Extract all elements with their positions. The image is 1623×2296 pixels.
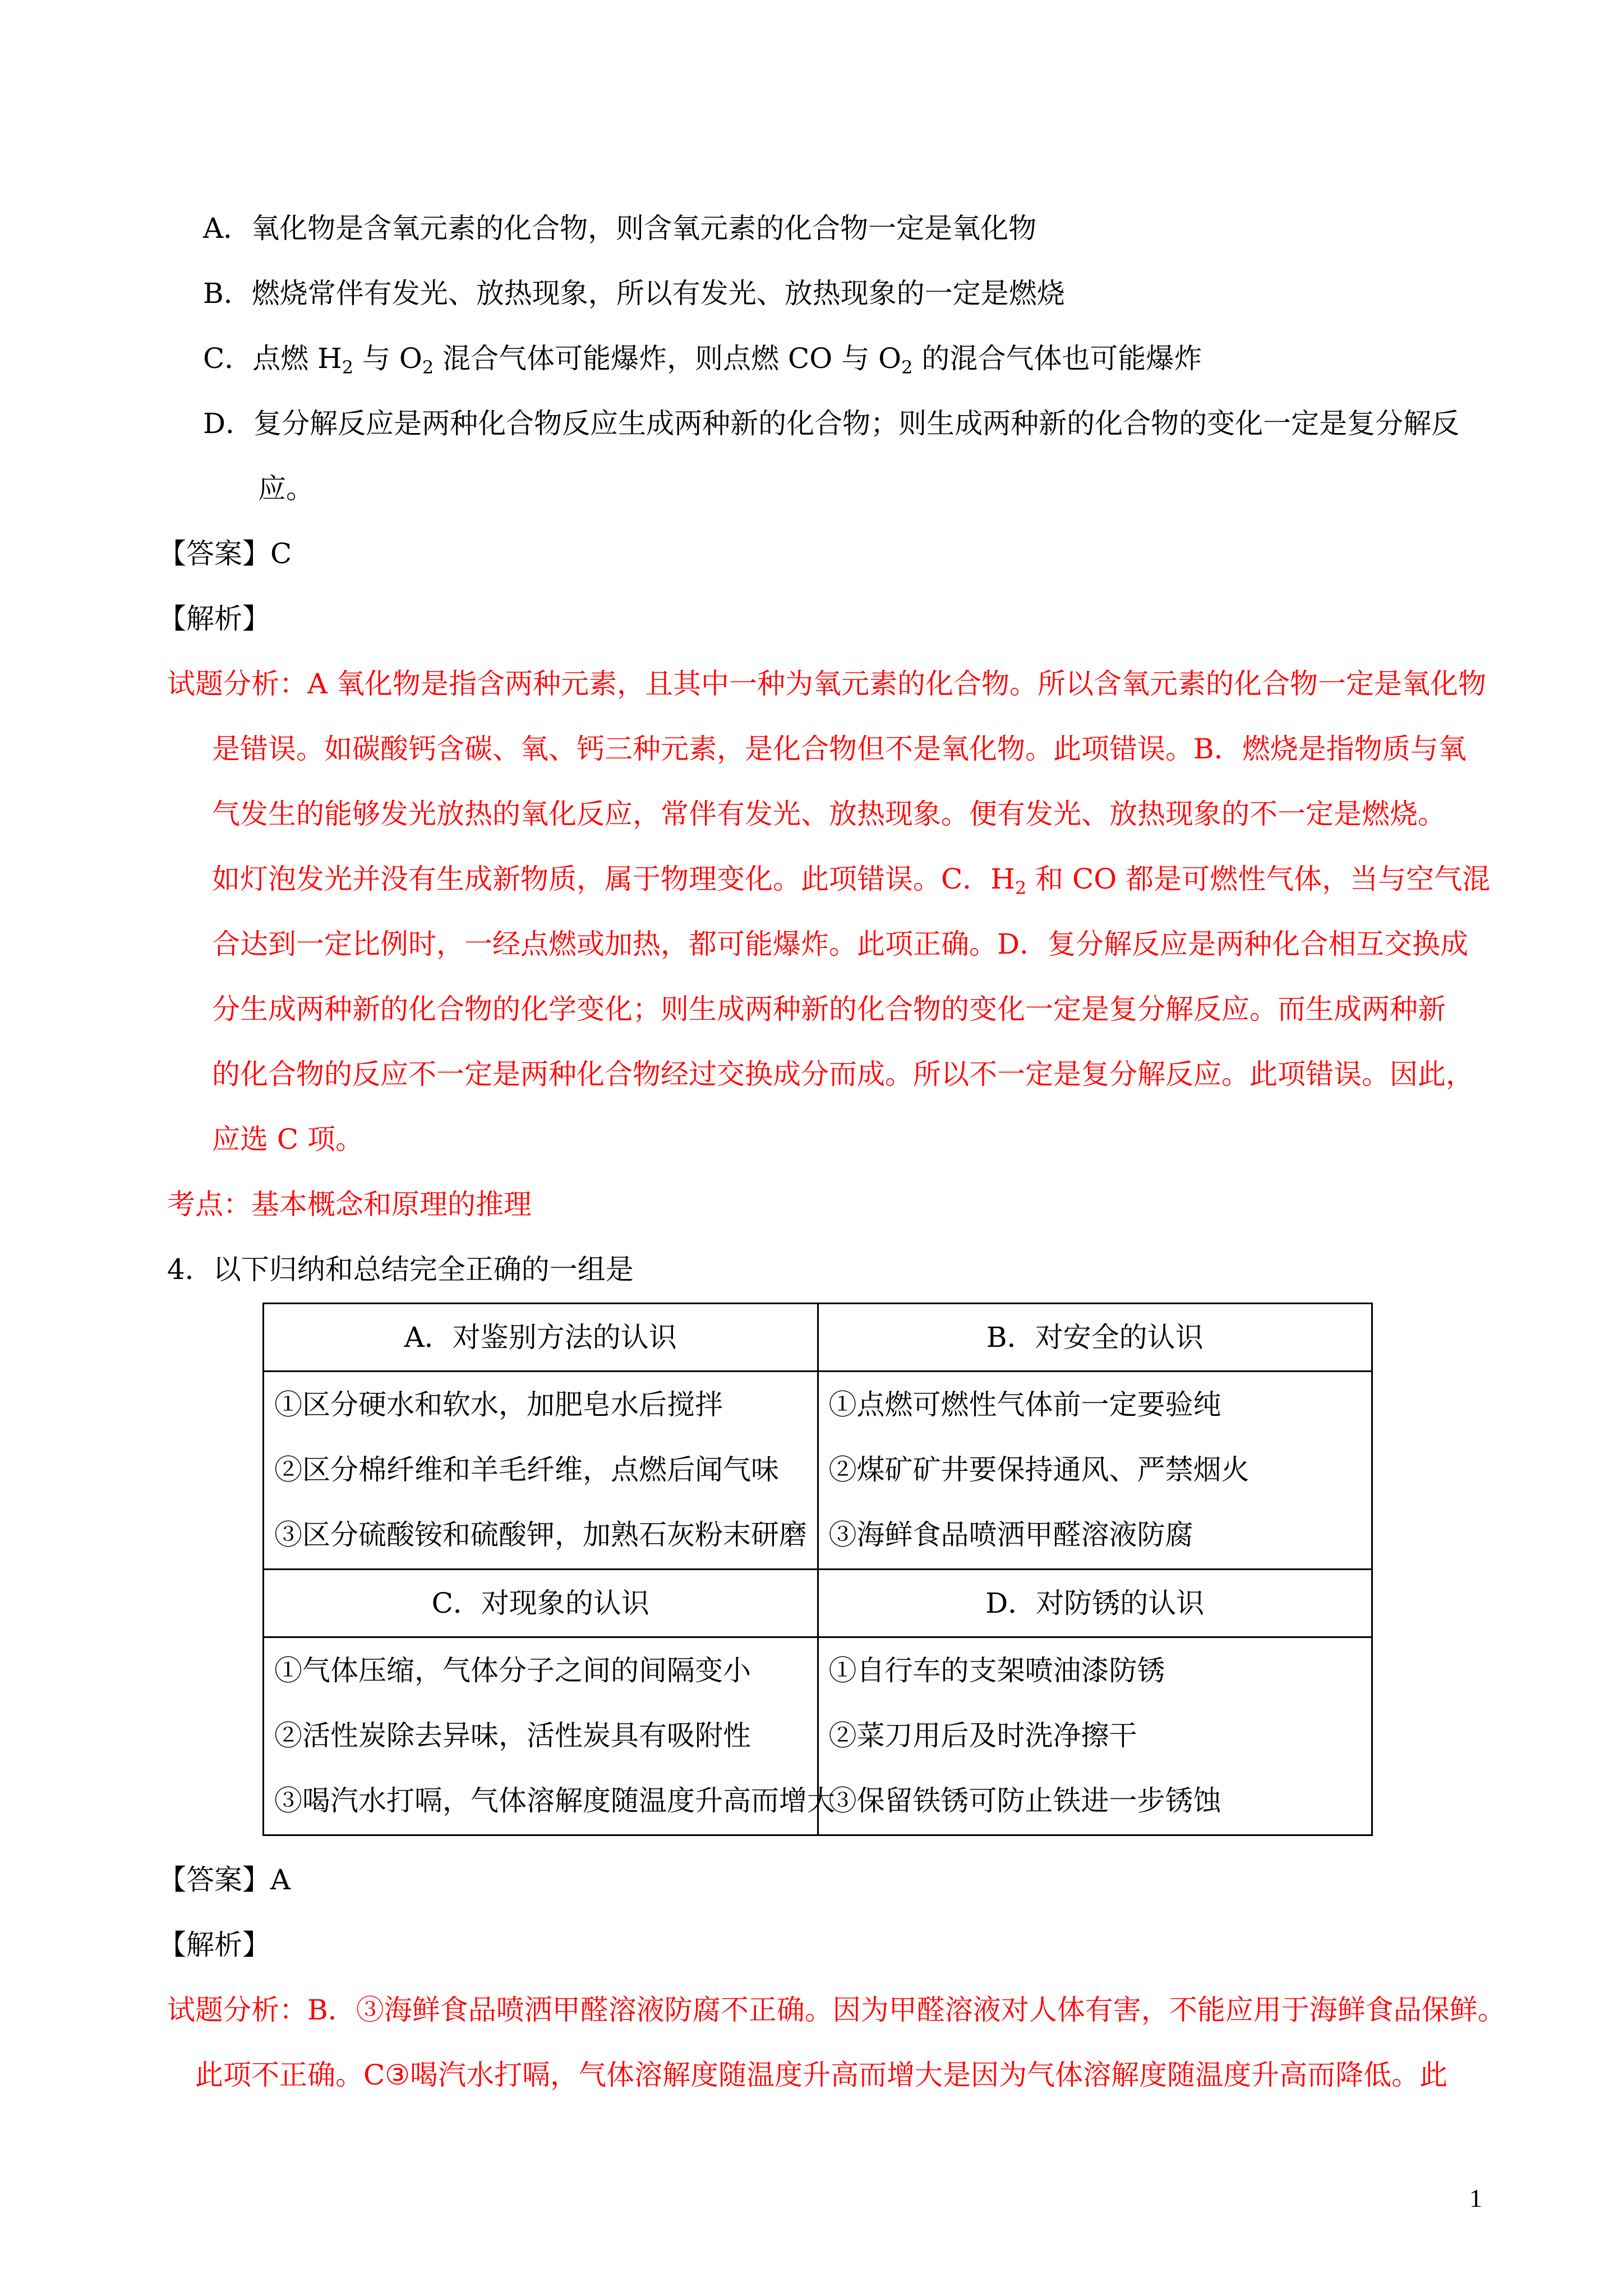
q3-option-d-line1: D．复分解反应是两种化合物反应生成两种新的化合物；则生成两种新的化合物的变化一定是复分解反 bbox=[203, 407, 1460, 440]
q4-table-cell-a bbox=[264, 1372, 818, 1570]
q3-answer: 【答案】C bbox=[158, 537, 292, 570]
q4-c-item-1: ①气体压缩，气体分子之间的间隔变小 bbox=[274, 1654, 751, 1687]
q4-answer: 【答案】A bbox=[158, 1864, 291, 1896]
page-number: 1 bbox=[1469, 2184, 1482, 2212]
q4-b-item-2: ②煤矿矿井要保持通风、严禁烟火 bbox=[828, 1453, 1249, 1486]
q3-analysis-line7: 的化合物的反应不一定是两种化合物经过交换成分而成。所以不一定是复分解反应。此项错误。因此， bbox=[212, 1058, 1474, 1091]
q4-table-head-d: D．对防锈的认识 bbox=[818, 1570, 1372, 1637]
q3-analysis-label: 【解析】 bbox=[158, 602, 270, 635]
q4-a-item-2: ②区分棉纤维和羊毛纤维，点燃后闻气味 bbox=[274, 1453, 779, 1486]
q3-analysis-line2: 是错误。如碳酸钙含碳、氧、钙三种元素，是化合物但不是氧化物。此项错误。B．燃烧是指物质与氧 bbox=[212, 733, 1467, 765]
q3-analysis-line1: 试题分析：A 氧化物是指含两种元素，且其中一种为氧元素的化合物。所以含氧元素的化合物一定是氧化物 bbox=[167, 668, 1486, 700]
q4-a-item-1: ①区分硬水和软水，加肥皂水后搅拌 bbox=[274, 1388, 723, 1421]
q4-b-item-3: ③海鲜食品喷洒甲醛溶液防腐 bbox=[828, 1519, 1193, 1551]
q4-analysis-label: 【解析】 bbox=[158, 1929, 270, 1961]
q4-c-item-2: ②活性炭除去异味，活性炭具有吸附性 bbox=[274, 1719, 751, 1752]
q4-b-item-1: ①点燃可燃性气体前一定要验纯 bbox=[828, 1388, 1221, 1421]
q3-analysis-line4: 如灯泡发光并没有生成新物质，属于物理变化。此项错误。C．$H_2$ 和 CO 都是可燃性气体，当与空气混 bbox=[212, 863, 1491, 899]
q4-a-item-3: ③区分硫酸铵和硫酸钾，加熟石灰粉末研磨 bbox=[274, 1519, 807, 1551]
q4-table-head-a: A．对鉴别方法的认识 bbox=[264, 1304, 818, 1372]
q3-keypoint: 考点：基本概念和原理的推理 bbox=[167, 1188, 532, 1221]
q4-c-item-3: ③喝汽水打嗝，气体溶解度随温度升高而增大 bbox=[274, 1784, 835, 1817]
q3-analysis-line3: 气发生的能够发光放热的氧化反应，常伴有发光、放热现象。便有发光、放热现象的不一定是燃烧。 bbox=[212, 798, 1446, 830]
q3-option-b: B．燃烧常伴有发光、放热现象，所以有发光、放热现象的一定是燃烧 bbox=[203, 277, 1065, 310]
q4-table-cell-c bbox=[264, 1637, 835, 1835]
q4-table-cell-d bbox=[818, 1637, 1372, 1835]
q3-analysis-line6: 分生成两种新的化合物的化学变化；则生成两种新的化合物的变化一定是复分解反应。而生成两种新 bbox=[212, 993, 1446, 1025]
q3-option-d-line2: 应。 bbox=[258, 472, 314, 505]
q4-options-table bbox=[262, 1303, 1373, 1836]
q4-d-item-1: ①自行车的支架喷油漆防锈 bbox=[828, 1654, 1165, 1687]
q4-d-item-3: ③保留铁锈可防止铁进一步锈蚀 bbox=[828, 1784, 1221, 1817]
q4-stem: 4．以下归纳和总结完全正确的一组是 bbox=[167, 1253, 634, 1286]
q3-analysis-line5: 合达到一定比例时，一经点燃或加热，都可能爆炸。此项正确。D．复分解反应是两种化合相互交换成 bbox=[212, 928, 1469, 960]
q3-option-a: A．氧化物是含氧元素的化合物，则含氧元素的化合物一定是氧化物 bbox=[203, 212, 1037, 245]
q4-analysis-line2: 此项不正确。C③喝汽水打嗝，气体溶解度随温度升高而增大是因为气体溶解度随温度升高而降低。此 bbox=[195, 2059, 1448, 2091]
q3-option-c: C．点燃 $H_2$ 与 $O_2$ 混合气体可能爆炸，则点燃 CO 与 $O_2$ 的混合气体也可能爆炸 bbox=[203, 342, 1202, 378]
q4-table-head-c: C．对现象的认识 bbox=[264, 1570, 818, 1637]
q4-d-item-2: ②菜刀用后及时洗净擦干 bbox=[828, 1719, 1137, 1752]
q3-analysis-line8: 应选 C 项。 bbox=[212, 1123, 364, 1156]
q4-analysis-line1: 试题分析：B．③海鲜食品喷洒甲醛溶液防腐不正确。因为甲醛溶液对人体有害，不能应用于海鲜食品保鲜。 bbox=[167, 1994, 1506, 2026]
q4-table-head-b: B．对安全的认识 bbox=[818, 1304, 1372, 1372]
q4-table-cell-b bbox=[818, 1372, 1372, 1570]
